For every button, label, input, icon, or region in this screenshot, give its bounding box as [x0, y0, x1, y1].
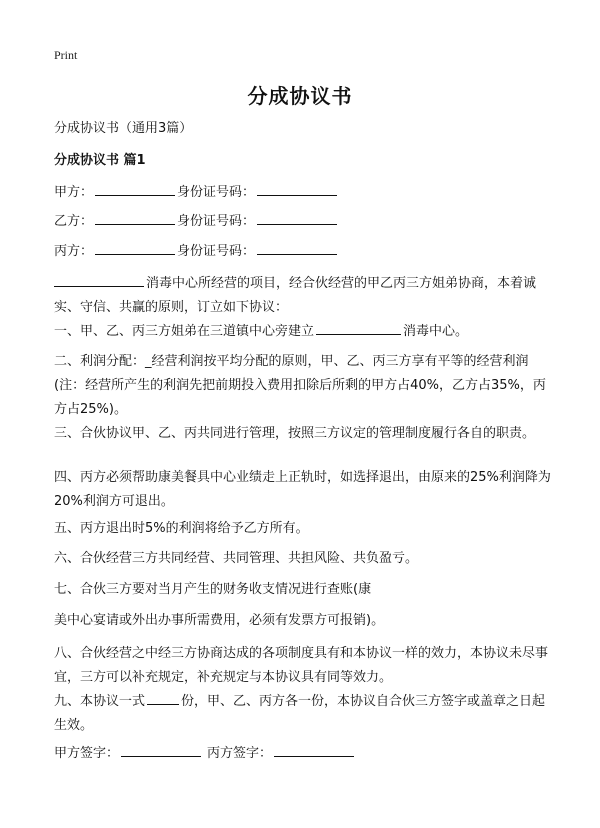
- clause-1-blank: [316, 320, 401, 335]
- party-b-name-blank: [95, 210, 175, 225]
- party-b-row: [54, 210, 339, 233]
- clause-9-blank: [147, 690, 179, 705]
- document-subtitle: 分成协议书（通用3篇）: [54, 121, 193, 136]
- clause-3: 三、合伙协议甲、乙、丙共同进行管理，按照三方议定的管理制度履行各自的职责。: [54, 426, 536, 441]
- print-link[interactable]: Print: [54, 48, 78, 62]
- party-b-id-label: 身份证号码：: [177, 214, 256, 229]
- party-a-row: [54, 181, 339, 204]
- section-heading: 分成协议书 篇1: [54, 153, 146, 168]
- clause-9: [54, 690, 554, 738]
- signature-party-a-label: 甲方签字：: [54, 746, 120, 761]
- party-c-name-blank: [95, 240, 175, 255]
- signature-party-a-blank: [121, 742, 201, 757]
- clause-1-prefix: 一、甲、乙、丙三方姐弟在三道镇中心旁建立: [54, 324, 315, 339]
- document-title: 分成协议书: [247, 84, 353, 108]
- clause-8: 八、合伙经营之中经三方协商达成的各项制度具有和本协议一样的效力，本协议未尽事宜，三方可以补充规定，补充规定与本协议具有同等效力。: [54, 646, 549, 685]
- party-c-row: [54, 240, 339, 263]
- clause-4: 四、丙方必须帮助康美餐具中心业绩走上正轨时，如选择退出，由原来的25%利润降为20%利润方可退出。: [54, 470, 551, 509]
- party-b-id-blank: [257, 210, 337, 225]
- clause-2: 二、利润分配：_经营利润按平均分配的原则，甲、乙、丙三方享有平等的经营利润(注：经营所产生的利润先把前期投入费用扣除后所剩的甲方占40%，乙方占35%，丙方占25%)。: [54, 354, 546, 417]
- party-a-name-blank: [95, 181, 175, 196]
- signature-party-c-blank: [274, 742, 354, 757]
- party-c-label: 丙方：: [54, 244, 94, 259]
- clause-6: 六、合伙经营三方共同经营、共同管理、共担风险、共负盈亏。: [54, 551, 419, 566]
- intro-blank: [54, 272, 144, 287]
- party-c-id-label: 身份证号码：: [177, 244, 256, 259]
- intro-text: 消毒中心所经营的项目，经合伙经营的甲乙丙三方姐弟协商，本着诚实、守信、共赢的原则，订立如下协议：: [54, 276, 537, 315]
- party-c-id-blank: [257, 240, 337, 255]
- signature-row: [54, 742, 356, 765]
- clause-9-suffix: 份，甲、乙、丙方各一份，本协议自合伙三方签字或盖章之日起生效。: [54, 694, 546, 733]
- party-a-label: 甲方：: [54, 185, 94, 200]
- party-a-id-label: 身份证号码：: [177, 185, 256, 200]
- party-b-label: 乙方：: [54, 214, 94, 229]
- party-a-id-blank: [257, 181, 337, 196]
- clause-7-line-2: 美中心宴请或外出办事所需费用，必须有发票方可报销)。: [54, 613, 385, 628]
- clause-1-suffix: 消毒中心。: [403, 324, 469, 339]
- signature-party-c-label: 丙方签字：: [207, 746, 273, 761]
- clause-9-prefix: 九、本协议一式: [54, 694, 146, 709]
- intro-paragraph: [54, 272, 554, 320]
- clause-5: 五、丙方退出时5%的利润将给予乙方所有。: [54, 521, 309, 536]
- clause-7-line-1: 七、合伙三方要对当月产生的财务收支情况进行查账(康: [54, 582, 372, 597]
- clause-1: [54, 320, 468, 343]
